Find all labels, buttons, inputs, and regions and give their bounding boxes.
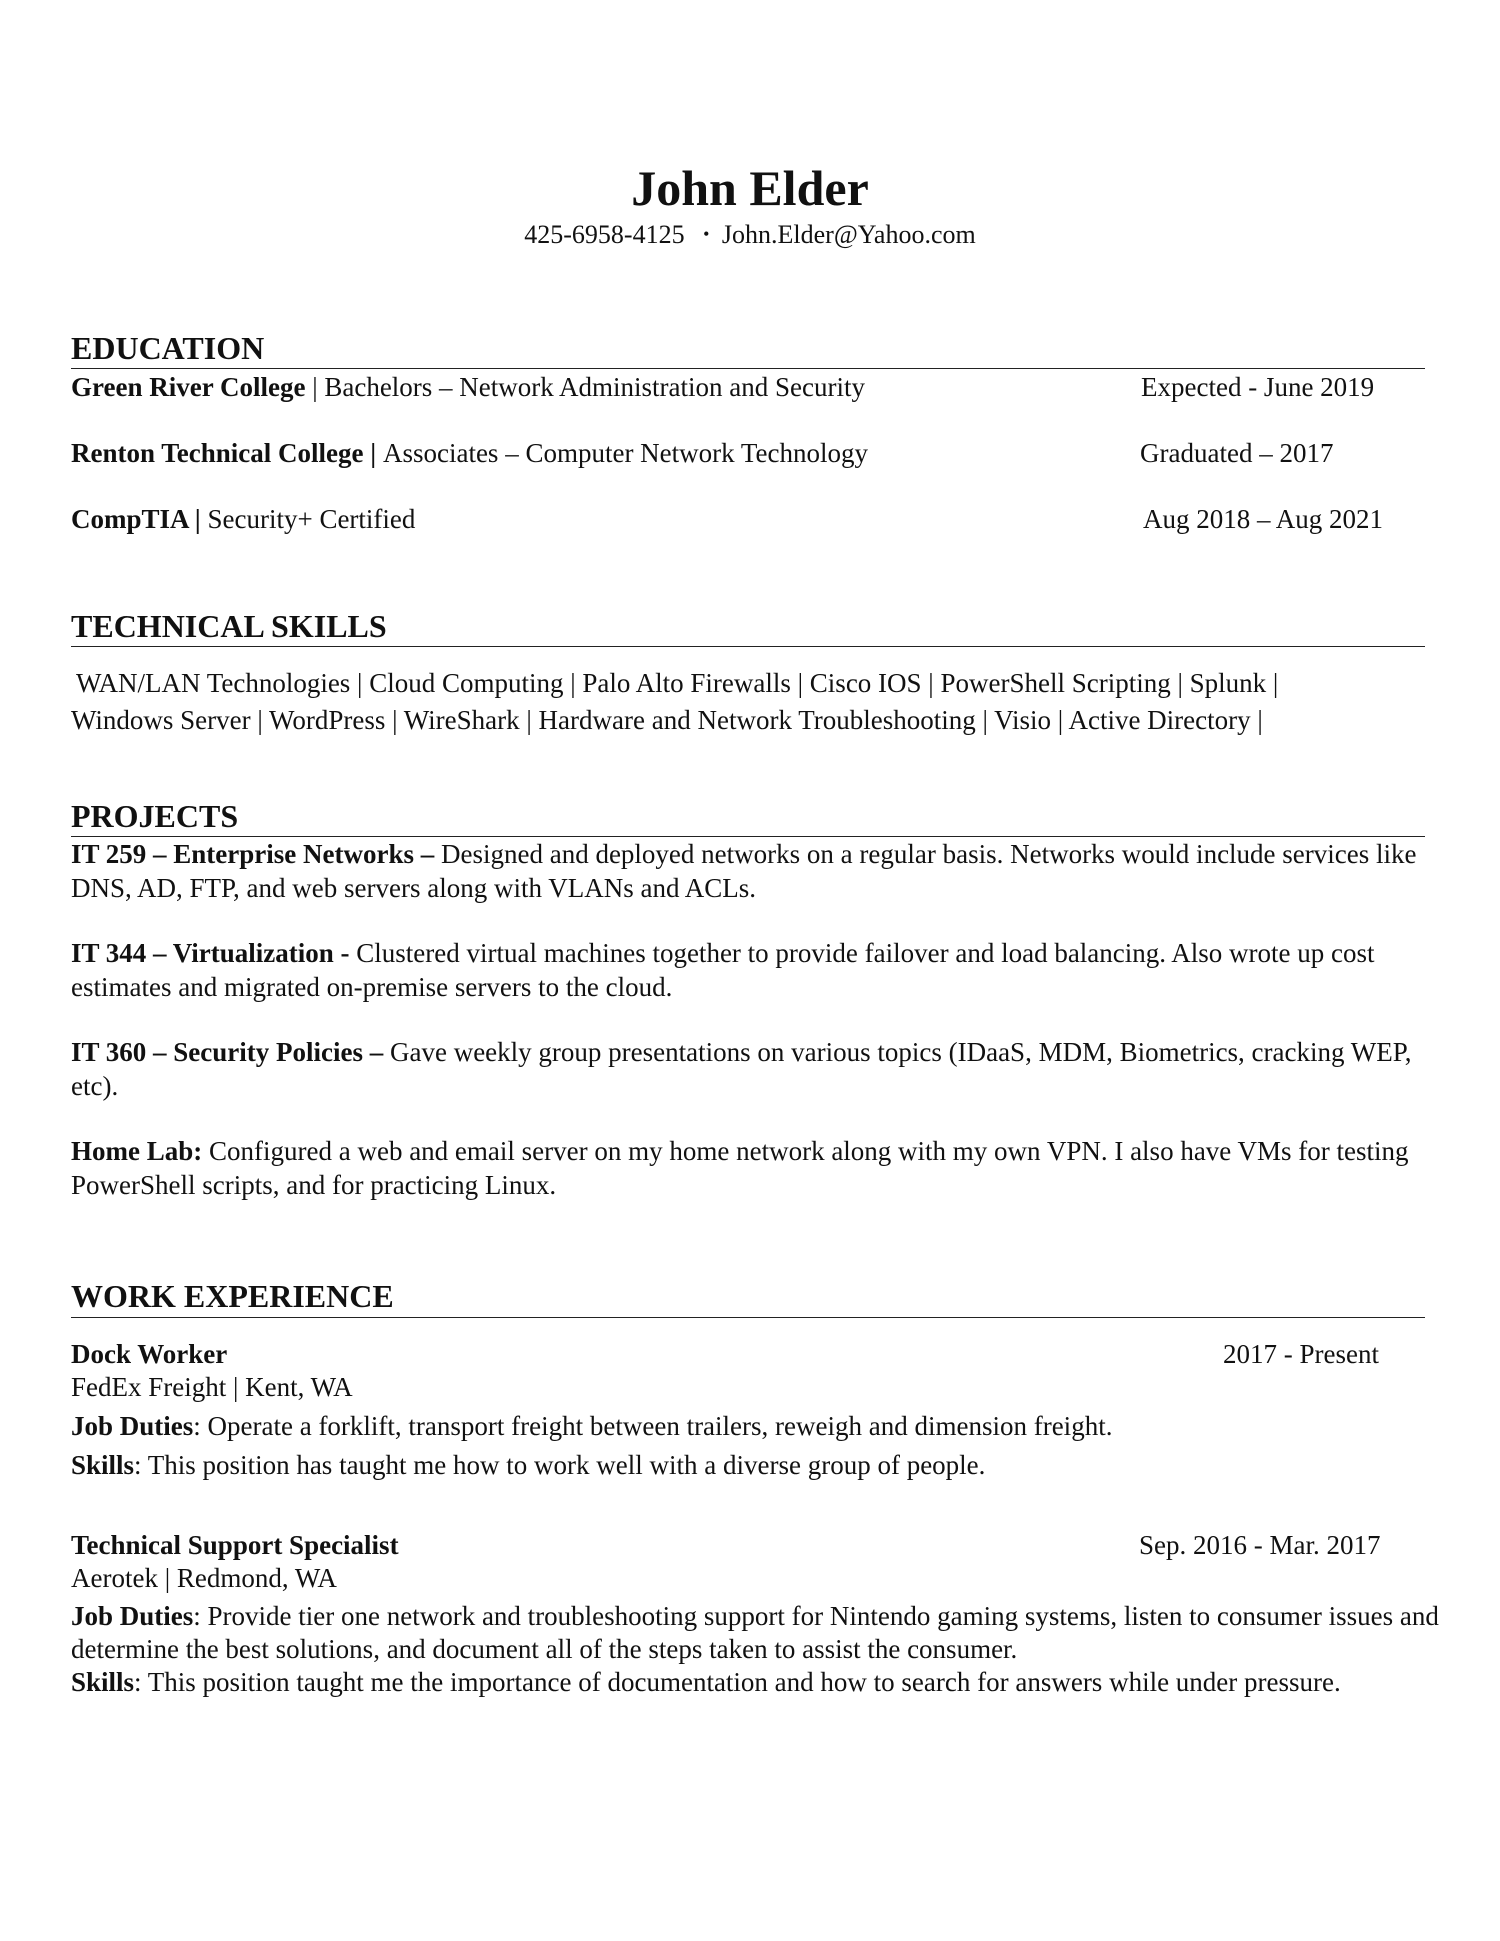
- job-skills-text: : This position has taught me how to work well with a diverse group of people.: [134, 1450, 986, 1480]
- school-name: CompTIA: [71, 504, 189, 534]
- technical-skills-heading: TECHNICAL SKILLS: [71, 608, 387, 644]
- education-date: Graduated – 2017: [1140, 438, 1334, 468]
- project-description: Configured a web and email server on my home network along with my own VPN. I also have VMs for testing PowerShell scripts, and for practicing Linux.: [71, 1136, 1409, 1200]
- job-date: 2017 - Present: [1223, 1339, 1379, 1369]
- technical-skills-list: [71, 665, 1441, 739]
- skills-line: Windows Server | WordPress | WireShark | Hardware and Network Troubleshooting | Visio | Active Directory |: [71, 705, 1263, 735]
- projects-heading: PROJECTS: [71, 798, 239, 834]
- project-description: Designed and deployed networks on a regular basis. Networks would include services like DNS, AD, FTP, and web servers along with VLANs and ACLs.: [71, 839, 1417, 903]
- project-title: Home Lab:: [71, 1136, 203, 1166]
- job-title: Technical Support Specialist: [71, 1530, 399, 1560]
- candidate-name: John Elder: [631, 160, 869, 216]
- education-rule: [71, 368, 1425, 369]
- education-entry: [71, 502, 415, 536]
- project-item: [71, 936, 1431, 1004]
- education-entry: [71, 436, 868, 470]
- education-entry: [71, 370, 865, 404]
- project-title: IT 344 – Virtualization -: [71, 938, 350, 968]
- work-experience-rule: [71, 1317, 1425, 1318]
- phone-number: 425-6958-4125: [524, 220, 685, 249]
- degree-detail: Security+ Certified: [207, 504, 416, 534]
- school-name: Renton Technical College: [71, 438, 364, 468]
- separator: |: [305, 372, 325, 402]
- email-address: John.Elder@Yahoo.com: [721, 220, 976, 249]
- job-skills-text: : This position taught me the importance of documentation and how to search for answers while under pressure.: [134, 1667, 1341, 1697]
- job-title: Dock Worker: [71, 1339, 228, 1369]
- project-item: [71, 1035, 1431, 1103]
- job-employer: Aerotek | Redmond, WA: [71, 1563, 337, 1593]
- degree-detail: Bachelors – Network Administration and Security: [324, 372, 865, 402]
- separator: |: [188, 504, 208, 534]
- job-skills-label: Skills: [71, 1450, 135, 1480]
- job-employer: FedEx Freight | Kent, WA: [71, 1372, 353, 1402]
- education-date: Aug 2018 – Aug 2021: [1143, 504, 1384, 534]
- education-date: Expected - June 2019: [1141, 372, 1375, 402]
- work-experience-heading: WORK EXPERIENCE: [71, 1278, 394, 1314]
- job-duties: [71, 1600, 1441, 1666]
- job-duties-text: : Operate a forklift, transport freight between trailers, reweigh and dimension freight.: [193, 1411, 1113, 1441]
- technical-skills-rule: [71, 646, 1425, 647]
- skills-line: WAN/LAN Technologies | Cloud Computing | Palo Alto Firewalls | Cisco IOS | PowerShell Scripting | Splunk |: [76, 668, 1279, 698]
- school-name: Green River College: [71, 372, 306, 402]
- job-date: Sep. 2016 - Mar. 2017: [1139, 1530, 1381, 1560]
- job-duties: [71, 1410, 1441, 1443]
- separator: |: [363, 438, 383, 468]
- bullet-separator: •: [703, 224, 710, 244]
- project-description: Gave weekly group presentations on various topics (IDaaS, MDM, Biometrics, cracking WEP, etc).: [71, 1037, 1412, 1101]
- job-skills-label: Skills: [71, 1667, 135, 1697]
- degree-detail: Associates – Computer Network Technology: [382, 438, 868, 468]
- job-skills: [71, 1666, 1441, 1699]
- job-skills: [71, 1449, 1441, 1482]
- job-duties-text: : Provide tier one network and troubleshooting support for Nintendo gaming systems, listen to consumer issues and determine the best solutions, and document all of the steps taken to assist the consumer.: [71, 1601, 1439, 1664]
- job-duties-label: Job Duties: [71, 1601, 194, 1631]
- contact-line: [0, 218, 1500, 254]
- job-duties-label: Job Duties: [71, 1411, 194, 1441]
- education-heading: EDUCATION: [71, 330, 265, 366]
- project-title: IT 360 – Security Policies –: [71, 1037, 384, 1067]
- project-item: [71, 837, 1431, 905]
- project-description: Clustered virtual machines together to provide failover and load balancing. Also wrote up cost estimates and migrated on-premise servers to the cloud.: [71, 938, 1375, 1002]
- project-item: [71, 1134, 1431, 1202]
- project-title: IT 259 – Enterprise Networks –: [71, 839, 435, 869]
